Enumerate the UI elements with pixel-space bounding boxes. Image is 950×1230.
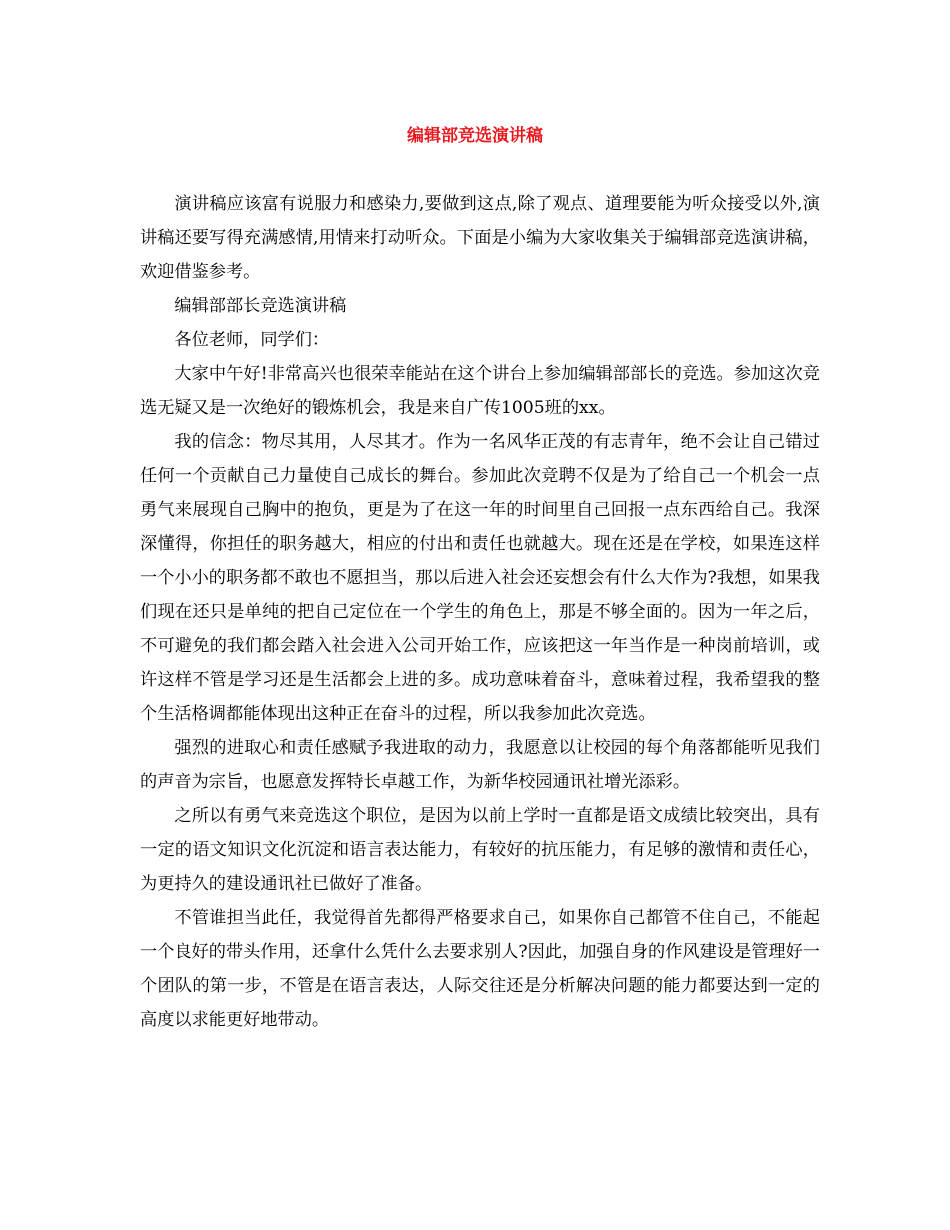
paragraph-qualification: 之所以有勇气来竞选这个职位，是因为以前上学时一直都是语文成绩比较突出，具有一定的语文知识文化沉淀和语言表达能力，有较好的抗压能力，有足够的激情和责任心，为更持久的建设通讯社已做好了准备。	[140, 806, 820, 894]
paragraph-motivation: 强烈的进取心和责任感赋予我进取的动力，我愿意以让校园的每个角落都能听见我们的声音为宗旨，也愿意发挥特长卓越工作，为新华校园通讯社增光添彩。	[140, 738, 820, 792]
page-title: 编辑部竞选演讲稿	[407, 126, 543, 146]
paragraph-belief: 我的信念：物尽其用，人尽其才。作为一名风华正茂的有志青年，绝不会让自己错过任何一个贡献自己力量使自己成长的舞台。参加此次竞聘不仅是为了给自己一个机会一点勇气来展现自己胸中的抱负，更是为了在这一年的时间里自己回报一点东西给自己。我深深懂得，你担任的职务越大，相应的付出和责任也就越大。现在还是在学校，如果连这样一个小小的职务都不敢也不愿担当，那以后进入社会还妄想会有什么大作为?我想，如果我们现在还只是单纯的把自己定位在一个学生的角色上，那是不够全面的。因为一年之后，不可避免的我们都会踏入社会进入公司开始工作，应该把这一年当作是一种岗前培训，或许这样不管是学习还是生活都会上进的多。成功意味着奋斗，意味着过程，我希望我的整个生活格调都能体现出这种正在奋斗的过程，所以我参加此次竞选。	[140, 432, 820, 724]
paragraph-leadership: 不管谁担当此任，我觉得首先都得严格要求自己，如果你自己都管不住自己，不能起一个良好的带头作用，还拿什么凭什么去要求别人?因此，加强自身的作风建设是管理好一个团队的第一步，不管是在语言表达，人际交往还是分析解决问题的能力都要达到一定的高度以求能更好地带动。	[140, 908, 820, 1030]
paragraph-opening: 大家中午好!非常高兴也很荣幸能站在这个讲台上参加编辑部部长的竞选。参加这次竞选无疑又是一次绝好的锻炼机会，我是来自广传1005班的xx。	[140, 364, 820, 418]
paragraph-greeting: 各位老师，同学们：	[174, 330, 330, 350]
paragraph-subtitle: 编辑部部长竞选演讲稿	[174, 296, 347, 316]
document-body	[140, 187, 820, 1037]
paragraph-intro: 演讲稿应该富有说服力和感染力,要做到这点,除了观点、道理要能为听众接受以外,演讲稿还要写得充满感情,用情来打动听众。下面是小编为大家收集关于编辑部竞选演讲稿，欢迎借鉴参考。	[140, 194, 820, 282]
